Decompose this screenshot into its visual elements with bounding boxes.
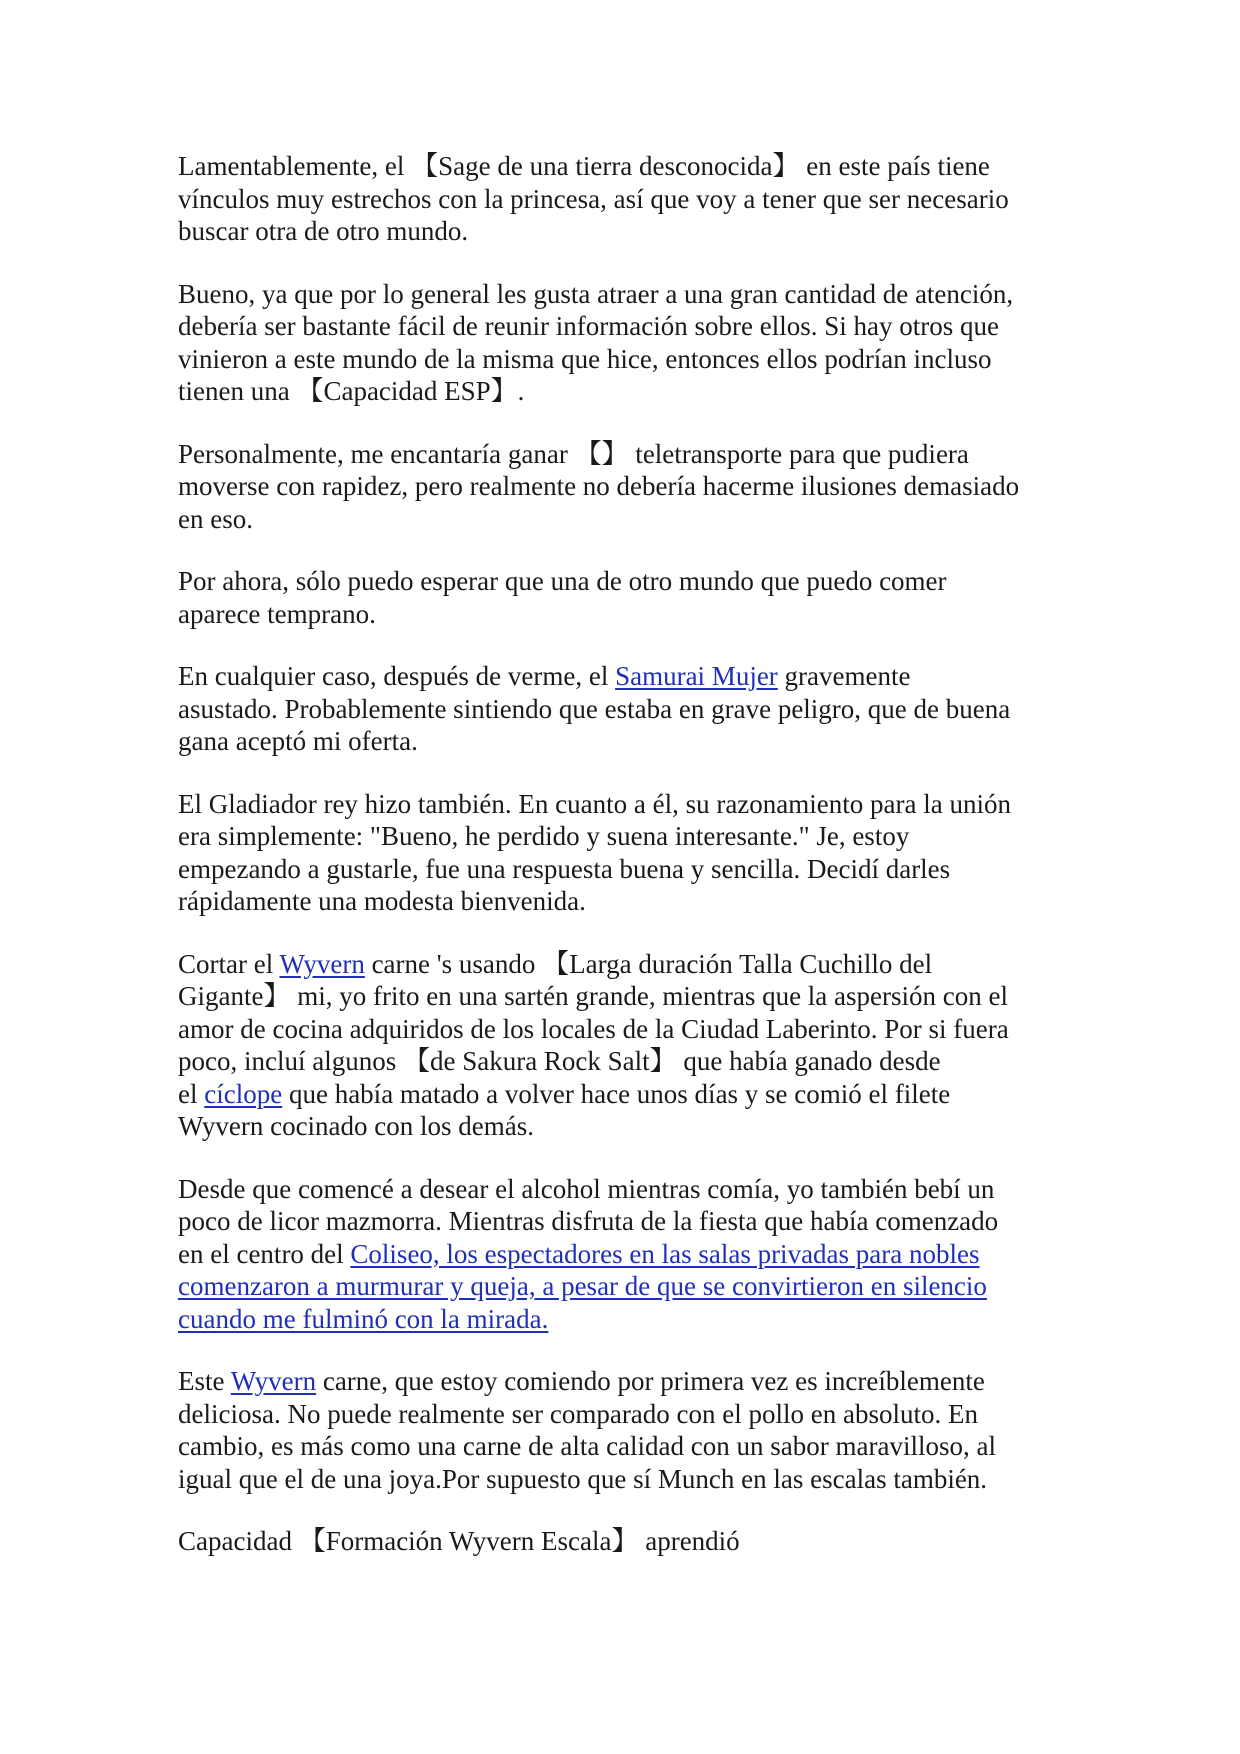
text-segment: vínculos muy estrechos con la princesa, así que voy a tener que ser necesario xyxy=(178,183,1009,214)
text-segment: Lamentablemente, el 【Sage de una tierra desconocida】 en este país tiene xyxy=(178,151,990,181)
text-segment: asustado. Probablemente sintiendo que estaba en grave peligro, que de buena xyxy=(178,693,1011,724)
document-page xyxy=(178,150,1078,1588)
text-line xyxy=(178,1525,1078,1558)
text-line xyxy=(178,1173,1078,1206)
text-segment: Wyvern cocinado con los demás. xyxy=(178,1111,535,1141)
text-line xyxy=(178,215,1078,248)
paragraph xyxy=(178,150,1078,248)
text-segment: En cualquier caso, después de verme, el xyxy=(178,661,616,691)
text-segment: el xyxy=(178,1078,205,1109)
paragraph xyxy=(178,1173,1078,1336)
text-segment: igual que el de una joya.Por supuesto que sí Munch en las escalas también. xyxy=(178,1463,988,1494)
text-line xyxy=(178,503,1078,536)
text-line xyxy=(178,1013,1078,1046)
text-line xyxy=(178,980,1078,1013)
text-line xyxy=(178,853,1078,886)
text-line xyxy=(178,1303,1078,1336)
paragraph xyxy=(178,565,1078,630)
text-segment: gravemente xyxy=(777,661,911,691)
text-line xyxy=(178,693,1078,726)
text-line xyxy=(178,1045,1078,1078)
hyperlink[interactable]: Wyvern xyxy=(279,948,365,979)
text-segment: en eso. xyxy=(178,503,253,534)
text-line xyxy=(178,1430,1078,1463)
text-line xyxy=(178,1238,1078,1271)
paragraph xyxy=(178,438,1078,536)
text-line xyxy=(178,820,1078,853)
text-line xyxy=(178,1270,1078,1303)
paragraph xyxy=(178,660,1078,758)
text-segment: aparece temprano. xyxy=(178,598,376,629)
text-segment: Personalmente, me encantaría ganar 【】 teletransporte para que pudiera xyxy=(178,438,969,469)
text-segment: Bueno, ya que por lo general les gusta atraer a una gran cantidad de atención, xyxy=(178,278,1014,309)
text-line xyxy=(178,1463,1078,1496)
text-segment: gana aceptó mi oferta. xyxy=(178,726,418,756)
paragraph xyxy=(178,1525,1078,1558)
text-segment: carne 's usando 【Larga duración Talla Cuchillo del xyxy=(364,948,933,979)
text-segment: Gigante】 mi, yo frito en una sartén grande, mientras que la aspersión con el xyxy=(178,981,1008,1011)
text-line xyxy=(178,375,1078,408)
text-segment: amor de cocina adquiridos de los locales de la Ciudad Laberinto. Por si fuera xyxy=(178,1013,1009,1044)
text-segment: El Gladiador rey hizo también. En cuanto a él, su razonamiento para la unión xyxy=(178,788,1011,819)
text-segment: que había matado a volver hace unos días y se comió el filete xyxy=(282,1078,951,1109)
text-line xyxy=(178,470,1078,503)
document-body xyxy=(178,150,1078,1558)
paragraph xyxy=(178,1365,1078,1495)
text-line xyxy=(178,183,1078,216)
text-line xyxy=(178,885,1078,918)
text-segment: buscar otra de otro mundo. xyxy=(178,216,469,246)
text-segment: Este xyxy=(178,1366,231,1396)
text-line xyxy=(178,565,1078,598)
text-line xyxy=(178,598,1078,631)
text-segment: Desde que comencé a desear el alcohol mientras comía, yo también bebí un xyxy=(178,1173,995,1204)
text-segment: empezando a gustarle, fue una respuesta buena y sencilla. Decidí darles xyxy=(178,853,951,884)
paragraph xyxy=(178,788,1078,918)
text-segment: moverse con rapidez, pero realmente no debería hacerme ilusiones demasiado xyxy=(178,471,1020,501)
text-line xyxy=(178,660,1078,693)
text-segment: Cortar el xyxy=(178,948,280,979)
text-line xyxy=(178,310,1078,343)
paragraph xyxy=(178,948,1078,1143)
text-line xyxy=(178,438,1078,471)
text-segment: en el centro del xyxy=(178,1238,351,1269)
text-segment: carne, que estoy comiendo por primera vez es increíblemente xyxy=(316,1366,985,1396)
text-line xyxy=(178,1365,1078,1398)
text-line xyxy=(178,343,1078,376)
hyperlink[interactable]: Samurai Mujer xyxy=(615,661,778,691)
text-line xyxy=(178,278,1078,311)
text-line xyxy=(178,1205,1078,1238)
text-segment: poco de licor mazmorra. Mientras disfruta de la fiesta que había comenzado xyxy=(178,1206,999,1236)
hyperlink[interactable]: Wyvern xyxy=(230,1366,317,1396)
text-segment: rápidamente una modesta bienvenida. xyxy=(178,886,586,916)
paragraph xyxy=(178,278,1078,408)
hyperlink[interactable]: cuando me fulminó con la mirada. xyxy=(178,1303,549,1334)
text-segment: era simplemente: "Bueno, he perdido y suena interesante." Je, estoy xyxy=(178,821,910,851)
text-line xyxy=(178,948,1078,981)
text-line xyxy=(178,1078,1078,1111)
text-segment: vinieron a este mundo de la misma que hice, entonces ellos podrían incluso xyxy=(178,343,992,374)
text-segment: poco, incluí algunos 【de Sakura Rock Salt】 que había ganado desde xyxy=(178,1046,941,1076)
hyperlink[interactable]: comenzaron a murmurar y queja, a pesar de que se convirtieron en silencio xyxy=(178,1271,987,1301)
text-segment: cambio, es más como una carne de alta calidad con un sabor maravilloso, al xyxy=(178,1431,996,1461)
text-line xyxy=(178,150,1078,183)
text-segment: tienen una 【Capacidad ESP】. xyxy=(178,376,525,406)
text-line xyxy=(178,788,1078,821)
text-segment: Por ahora, sólo puedo esperar que una de otro mundo que puedo comer xyxy=(178,566,947,596)
text-line xyxy=(178,1110,1078,1143)
text-segment: deliciosa. No puede realmente ser comparado con el pollo en absoluto. En xyxy=(178,1398,978,1429)
hyperlink[interactable]: cíclope xyxy=(204,1078,283,1109)
text-line xyxy=(178,1398,1078,1431)
text-segment: debería ser bastante fácil de reunir información sobre ellos. Si hay otros que xyxy=(178,311,999,341)
hyperlink[interactable]: Coliseo, los espectadores en las salas privadas para nobles xyxy=(350,1238,980,1269)
text-line xyxy=(178,725,1078,758)
text-segment: Capacidad 【Formación Wyvern Escala】 aprendió xyxy=(178,1526,740,1556)
